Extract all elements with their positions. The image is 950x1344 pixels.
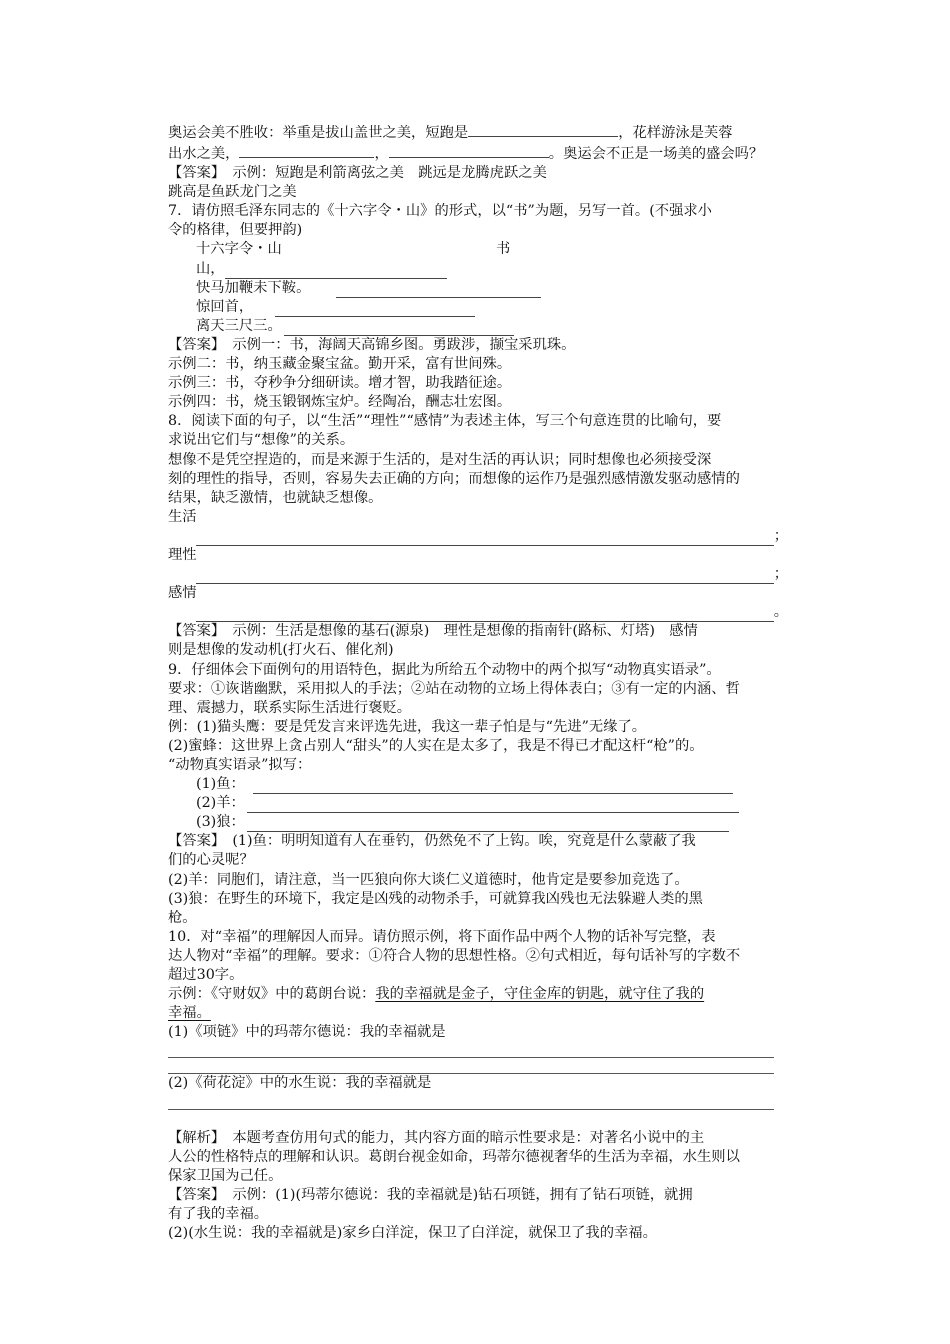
q7-poem-row4: 离天三尺三。	[168, 317, 788, 336]
q7-poem-row2: 快马加鞭未下鞍。	[168, 279, 788, 298]
q6-blank-3[interactable]	[389, 143, 549, 158]
q6-blank-2[interactable]	[239, 143, 374, 158]
q7-answer-2: 示例二：书，纳玉藏金聚宝盆。勤开采，富有世间殊。	[168, 356, 512, 373]
q7-blank-4[interactable]	[284, 321, 514, 336]
q8-passage-2: 刻的理性的指导，否则，容易失去正确的方向；而想像的运作乃是强烈感情激发驱动感情的	[168, 470, 740, 487]
q9-stem-3: 理、震撼力，联系实际生活进行褒贬。	[168, 699, 412, 716]
q10-item-2: (2)《荷花淀》中的水生说：我的幸福就是	[168, 1075, 432, 1092]
q6-answer: 【答案】 示例：短跑是利箭离弦之美 跳远是龙腾虎跃之美	[168, 165, 547, 182]
q10-analysis: 【解析】 本题考查仿用句式的能力，其内容方面的暗示性要求是：对著名小说中的主	[168, 1129, 705, 1146]
q8-stem: 8．阅读下面的句子，以“生活”“理性”“感情”为表述主体，写三个句意连贯的比喻句，要	[168, 413, 722, 430]
q9-item-fish: (1)鱼：	[168, 775, 788, 794]
q7-answer-3: 示例三：书，夺秒争分细研读。增才智，助我踏征途。	[168, 375, 512, 392]
q9-stem: 9．仔细体会下面例句的用语特色，据此为所给五个动物中的两个拟写“动物真实语录”。	[168, 661, 721, 678]
q7-blank-1[interactable]	[225, 264, 447, 279]
q10-answer-line-2[interactable]	[168, 1058, 774, 1074]
q9-item-sheep: (2)羊：	[168, 794, 788, 813]
q9-answer-3-cont: 枪。	[168, 909, 197, 926]
q9-blank-wolf[interactable]	[247, 817, 729, 832]
q6-blank-1[interactable]	[468, 122, 618, 137]
q10-answer-line-1[interactable]	[168, 1042, 774, 1058]
q10-stem: 10．对“幸福”的理解因人而异。请仿照示例，将下面作品中两个人物的话补写完整，表	[168, 928, 716, 945]
q10-example: 示例：《守财奴》中的葛朗台说：我的幸福就是金子，守住金库的钥匙，就守住了我的	[168, 986, 705, 1003]
q7-answer-4: 示例四：书，烧玉锻钢炼宝炉。经陶冶，酬志壮宏图。	[168, 394, 512, 411]
q8-answer-line-2: ；	[168, 565, 788, 584]
q8-label-life: 生活	[168, 508, 197, 525]
q8-passage-3: 结果，缺乏激情，也就缺乏想像。	[168, 489, 383, 506]
q10-answer-2: (2)(水生说：我的幸福就是)家乡白洋淀，保卫了白洋淀，就保卫了我的幸福。	[168, 1224, 657, 1241]
q9-answer-cont: 们的心灵呢？	[168, 852, 254, 869]
q6-line2: 出水之美， ， 。奥运会不正是一场美的盛会吗？	[168, 143, 788, 164]
q8-blank-2[interactable]	[196, 569, 774, 584]
q8-answer-line-3: 。	[168, 603, 788, 622]
q7-poem-row1: 山，	[168, 260, 788, 279]
q9-heading: “动物真实语录”拟写：	[168, 757, 312, 773]
q9-example-1: 例：(1)猫头鹰：要是凭发言来评选先进，我这一辈子怕是与“先进”无缘了。	[168, 718, 647, 735]
q8-label-emotion: 感情	[168, 585, 197, 602]
q8-label-reason: 理性	[168, 546, 197, 563]
q10-analysis-3: 保家卫国为己任。	[168, 1167, 283, 1184]
q10-stem-3: 超过30字。	[168, 967, 244, 984]
answer-tag: 【答案】	[168, 336, 219, 353]
document-page	[168, 122, 788, 1243]
q10-answer-cont: 有了我的幸福。	[168, 1205, 269, 1222]
q7-answer: 【答案】 示例一：书，海阔天高锦乡图。勇跋涉，撷宝采玑珠。	[168, 336, 576, 353]
q9-answer: 【答案】 (1)鱼：明明知道有人在垂钓，仍然免不了上钩。唉，究竟是什么蒙蔽了我	[168, 833, 696, 850]
q8-blank-1[interactable]	[196, 531, 774, 546]
q7-title-row: 十六字令・山 书	[196, 241, 511, 258]
q6-answer-cont: 跳高是鱼跃龙门之美	[168, 184, 297, 201]
q9-stem-2: 要求：①诙谐幽默，采用拟人的手法；②站在动物的立场上得体表白；③有一定的内涵、哲	[168, 680, 740, 697]
q9-answer-2: (2)羊：同胞们，请注意，当一匹狼向你大谈仁义道德时，他肯定是要参加竞选了。	[168, 871, 689, 888]
answer-tag: 【答案】	[168, 833, 219, 850]
q7-blank-3[interactable]	[275, 302, 475, 317]
answer-tag: 【答案】	[168, 1186, 219, 1203]
q9-item-wolf: (3)狼：	[168, 813, 788, 832]
q10-analysis-2: 人公的性格特点的理解和认识。葛朗台视金如命，玛蒂尔德视奢华的生活为幸福，水生则以	[168, 1148, 740, 1165]
q8-blank-3[interactable]	[196, 607, 774, 622]
q10-item-1: (1)《项链》中的玛蒂尔德说：我的幸福就是	[168, 1024, 446, 1041]
answer-tag: 【答案】	[168, 623, 219, 640]
q7-blank-2[interactable]	[336, 283, 541, 298]
q10-answer-line-3[interactable]	[168, 1094, 774, 1110]
answer-tag: 【答案】	[168, 165, 219, 182]
q10-stem-2: 达人物对“幸福”的理解。要求：①符合人物的思想性格。②句式相近，每句话补写的字数不	[168, 947, 741, 964]
q8-answer-cont: 则是想像的发动机(打火石、催化剂)	[168, 642, 394, 659]
q9-answer-3: (3)狼：在野生的环境下，我定是凶残的动物杀手，可就算我凶残也无法躲避人类的黑	[168, 890, 703, 907]
analysis-tag: 【解析】	[168, 1129, 219, 1146]
q7-stem: 7．请仿照毛泽东同志的《十六字令・山》的形式，以“书”为题，另写一首。(不强求小	[168, 203, 712, 220]
q8-answer: 【答案】 示例：生活是想像的基石(源泉) 理性是想像的指南针(路标、灯塔) 感情	[168, 623, 698, 640]
q9-blank-fish[interactable]	[253, 779, 733, 794]
q8-stem-cont: 求说出它们与“想像”的关系。	[168, 432, 355, 449]
q7-poem-row3: 惊回首，	[168, 298, 788, 317]
q8-passage-1: 想像不是凭空捏造的，而是来源于生活的，是对生活的再认识；同时想像也必须接受深	[168, 451, 712, 468]
q10-example-cont: 幸福。	[168, 1005, 211, 1022]
q9-example-2: (2)蜜蜂：这世界上贪占别人“甜头”的人实在是太多了，我是不得已才配这杆“枪”的。	[168, 737, 704, 754]
spacer	[168, 1110, 788, 1129]
q6-line1: 奥运会美不胜收：举重是拔山盖世之美，短跑是 ，花样游泳是芙蓉	[168, 122, 788, 143]
q7-stem-cont: 令的格律，但要押韵)	[168, 222, 303, 239]
q8-answer-line-1: ；	[168, 527, 788, 546]
q9-blank-sheep[interactable]	[247, 798, 739, 813]
q10-answer: 【答案】 示例：(1)(玛蒂尔德说：我的幸福就是)钻石项链，拥有了钻石项链，就拥	[168, 1186, 693, 1203]
